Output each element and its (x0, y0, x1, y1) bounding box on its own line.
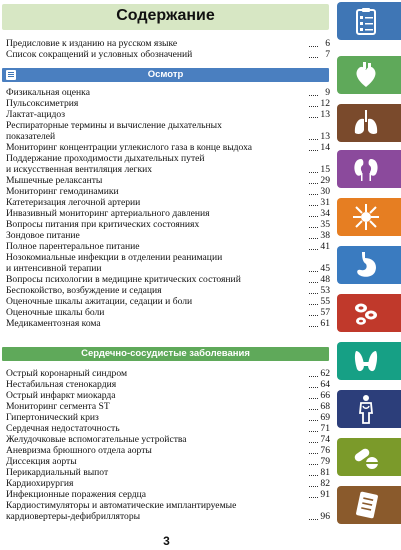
toc-entry[interactable] (6, 390, 330, 401)
section-tabs-sidebar (337, 0, 401, 550)
toc-entry-title (6, 142, 308, 153)
toc-entry-title (6, 208, 308, 219)
page-title: Содержание (116, 7, 215, 24)
toc-entry-page: 15 (320, 164, 330, 175)
toc-entry-page: 71 (320, 423, 330, 434)
toc-entry-title (6, 467, 308, 478)
toc-entry-line: Мониторинг концентрации углекислого газа в конце выдоха (6, 142, 253, 153)
body-systems-icon (350, 393, 382, 425)
toc-entry-title (6, 401, 308, 412)
toc-entry-line: Респираторные термины и вычисление дыхательных (6, 120, 222, 131)
tab-gastrointestinal[interactable] (337, 246, 401, 284)
toc-entry-title (6, 412, 308, 423)
tab-cardiovascular[interactable] (337, 56, 401, 94)
toc-entry-line: Мониторинг сегмента ST (6, 401, 110, 412)
toc-entry-page: 53 (320, 285, 330, 296)
stomach-icon (350, 249, 382, 281)
toc-entry-line: Пульсоксиметрия (6, 98, 79, 109)
toc-entry-line: Инфекционные поражения сердца (6, 489, 147, 500)
toc-entry-line: Мышечные релаксанты (6, 175, 103, 186)
toc-entry-page: 76 (320, 445, 330, 456)
toc-entry-title (6, 379, 308, 390)
thyroid-icon (350, 345, 382, 377)
toc-entry[interactable] (6, 318, 330, 329)
toc-entry[interactable] (6, 401, 330, 412)
toc-entry[interactable] (6, 434, 330, 445)
toc-entry[interactable] (6, 467, 330, 478)
toc-entry-line: Вопросы питания при критических состояниях (6, 219, 200, 230)
toc-entry-title (6, 500, 308, 522)
toc-entry-line: Гипертонический криз (6, 412, 99, 423)
toc-entry-line: Список сокращений и условных обозначений (6, 49, 193, 60)
toc-entry-title (6, 241, 308, 252)
toc-entry[interactable] (6, 478, 330, 489)
kidneys-icon (350, 153, 382, 185)
blood-cells-icon (350, 297, 382, 329)
toc-entry[interactable] (6, 379, 330, 390)
tab-appendix[interactable] (337, 486, 401, 524)
toc-entry-title (6, 274, 308, 285)
toc-entry[interactable] (6, 252, 330, 274)
section-header-cardio[interactable] (2, 347, 329, 361)
toc-entry[interactable] (6, 219, 330, 230)
toc-entry[interactable] (6, 142, 330, 153)
toc-entry[interactable] (6, 175, 330, 186)
toc-entry-line: Перикардиальный выпот (6, 467, 109, 478)
toc-entry-line: Полное парентеральное питание (6, 241, 140, 252)
toc-entry-line: Кардиохирургия (6, 478, 74, 489)
toc-entry-title (6, 120, 308, 142)
toc-entry-page: 82 (320, 478, 330, 489)
tab-multisystem[interactable] (337, 390, 401, 428)
section-title: Осмотр (147, 69, 184, 80)
toc-entry-page: 14 (320, 142, 330, 153)
toc-entry-page: 6 (325, 38, 330, 49)
toc-entry-page: 31 (320, 197, 330, 208)
tab-pharmacology[interactable] (337, 438, 401, 476)
toc-entry-page: 48 (320, 274, 330, 285)
toc-entry[interactable] (6, 38, 330, 49)
toc-entry[interactable] (6, 500, 330, 522)
toc-entry-page: 79 (320, 456, 330, 467)
toc-entry[interactable] (6, 489, 330, 500)
toc-entry-title (6, 285, 308, 296)
toc-entry-page: 61 (320, 318, 330, 329)
toc-entry[interactable] (6, 208, 330, 219)
toc-entry[interactable] (6, 197, 330, 208)
toc-entry-title (6, 252, 308, 274)
toc-entry-page: 12 (320, 98, 330, 109)
neuron-icon (350, 201, 382, 233)
toc-entry-title (6, 445, 308, 456)
toc-entry-line: и искусственная вентиляция легких (6, 164, 153, 175)
toc-entry-line: Аневризма брюшного отдела аорты (6, 445, 152, 456)
toc-entry-title (6, 318, 308, 329)
toc-entry-title (6, 230, 308, 241)
toc-entry-page: 13 (320, 131, 330, 142)
toc-entry-line: Острый инфаркт миокарда (6, 390, 116, 401)
toc-entry-title (6, 478, 308, 489)
toc-entry[interactable] (6, 296, 330, 307)
toc-entry-title (6, 368, 308, 379)
toc-entry-line: Мониторинг гемодинамики (6, 186, 119, 197)
toc-entry[interactable] (6, 186, 330, 197)
toc-entry[interactable] (6, 368, 330, 379)
toc-entry-line: Инвазивный мониторинг артериального давления (6, 208, 210, 219)
toc-entry-page: 68 (320, 401, 330, 412)
toc-entry-page: 66 (320, 390, 330, 401)
toc-entry-page: 7 (325, 49, 330, 60)
toc-entry-line: показателей (6, 131, 56, 142)
toc-entry[interactable] (6, 87, 330, 98)
toc-entry-page: 29 (320, 175, 330, 186)
toc-entry-title (6, 87, 308, 98)
toc-entry-line: Предисловие к изданию на русском языке (6, 38, 178, 49)
toc-entry-page: 34 (320, 208, 330, 219)
toc-entry-line: Лактат-ацидоз (6, 109, 66, 120)
toc-entry-line: Оценочные шкалы ажитации, седации и боли (6, 296, 193, 307)
toc-entry-line: Вопросы психологии в медицине критических состояний (6, 274, 241, 285)
toc-entry-line: кардиовертеры-дефибрилляторы (6, 511, 141, 522)
toc-entry-page: 57 (320, 307, 330, 318)
tab-renal[interactable] (337, 150, 401, 188)
toc-entry-line: Беспокойство, возбуждение и седация (6, 285, 162, 296)
toc-entry-page: 81 (320, 467, 330, 478)
toc-entry-line: Кардиостимуляторы и автоматические имплантируемые (6, 500, 237, 511)
tab-hematology[interactable] (337, 294, 401, 332)
toc-entry-page: 74 (320, 434, 330, 445)
tab-neurology[interactable] (337, 198, 401, 236)
toc-entry-line: Нестабильная стенокардия (6, 379, 117, 390)
toc-entry-page: 45 (320, 263, 330, 274)
toc-entry-title (6, 390, 308, 401)
toc-entry-title (6, 296, 308, 307)
toc-entry-page: 30 (320, 186, 330, 197)
clipboard-icon (350, 5, 382, 37)
toc-entry-line: Физикальная оценка (6, 87, 90, 98)
toc-entry-page: 91 (320, 489, 330, 500)
toc-entry[interactable] (6, 274, 330, 285)
front-matter-list (6, 38, 330, 60)
toc-entry[interactable] (6, 285, 330, 296)
page-number: 3 (163, 534, 170, 548)
toc-entry-line: и интенсивной терапии (6, 263, 102, 274)
toc-entry-line: Острый коронарный синдром (6, 368, 128, 379)
toc-entry-page: 64 (320, 379, 330, 390)
toc-entry-title (6, 197, 308, 208)
tab-assessment[interactable] (337, 2, 401, 40)
toc-entry-title (6, 38, 308, 49)
pills-icon (350, 441, 382, 473)
toc-entry-title (6, 434, 308, 445)
section-title: Сердечно-сосудистые заболевания (81, 348, 250, 359)
toc-entry-title (6, 153, 308, 175)
toc-entry-title (6, 307, 308, 318)
tab-endocrine[interactable] (337, 342, 401, 380)
section-entries-cardio (6, 368, 330, 522)
toc-entry-line: Зондовое питание (6, 230, 80, 241)
toc-entry-title (6, 456, 308, 467)
toc-entry-page: 35 (320, 219, 330, 230)
tab-respiratory[interactable] (337, 104, 401, 142)
toc-entry-page: 13 (320, 109, 330, 120)
toc-entry[interactable] (6, 307, 330, 318)
toc-entry-line: Сердечная недостаточность (6, 423, 120, 434)
toc-entry[interactable] (6, 241, 330, 252)
toc-entry[interactable] (6, 49, 330, 60)
section-entries-osmotr (6, 87, 330, 329)
toc-entry[interactable] (6, 109, 330, 120)
toc-entry-title (6, 219, 308, 230)
toc-entry-page: 9 (325, 87, 330, 98)
section-header-osmotr[interactable] (2, 68, 329, 82)
toc-entry-page: 55 (320, 296, 330, 307)
toc-entry[interactable] (6, 98, 330, 109)
toc-entry-line: Катетеризация легочной артерии (6, 197, 141, 208)
toc-entry-line: Медикаментозная кома (6, 318, 101, 329)
toc-entry-title (6, 109, 308, 120)
toc-entry[interactable] (6, 456, 330, 467)
toc-entry[interactable] (6, 230, 330, 241)
toc-entry-page: 69 (320, 412, 330, 423)
toc-entry-page: 96 (320, 511, 330, 522)
toc-entry-page: 41 (320, 241, 330, 252)
toc-entry[interactable] (6, 445, 330, 456)
heart-icon (350, 59, 382, 91)
checklist-icon (350, 489, 382, 521)
lungs-icon (350, 107, 382, 139)
toc-entry-line: Оценочные шкалы боли (6, 307, 105, 318)
toc-entry[interactable] (6, 412, 330, 423)
toc-entry[interactable] (6, 423, 330, 434)
toc-entry-line: Диссекция аорты (6, 456, 77, 467)
toc-entry-title (6, 175, 308, 186)
toc-entry-line: Поддержание проходимости дыхательных путей (6, 153, 205, 164)
toc-entry-line: Желудочковые вспомогательные устройства (6, 434, 187, 445)
toc-entry-title (6, 423, 308, 434)
toc-entry-title (6, 49, 308, 60)
toc-entry[interactable] (6, 120, 330, 142)
toc-entry-title (6, 489, 308, 500)
toc-entry-page: 38 (320, 230, 330, 241)
toc-entry[interactable] (6, 153, 330, 175)
toc-entry-title (6, 186, 308, 197)
toc-entry-title (6, 98, 308, 109)
toc-entry-page: 62 (320, 368, 330, 379)
toc-entry-line: Нозокомиальные инфекции в отделении реанимации (6, 252, 223, 263)
contents-title-bar (2, 4, 329, 30)
